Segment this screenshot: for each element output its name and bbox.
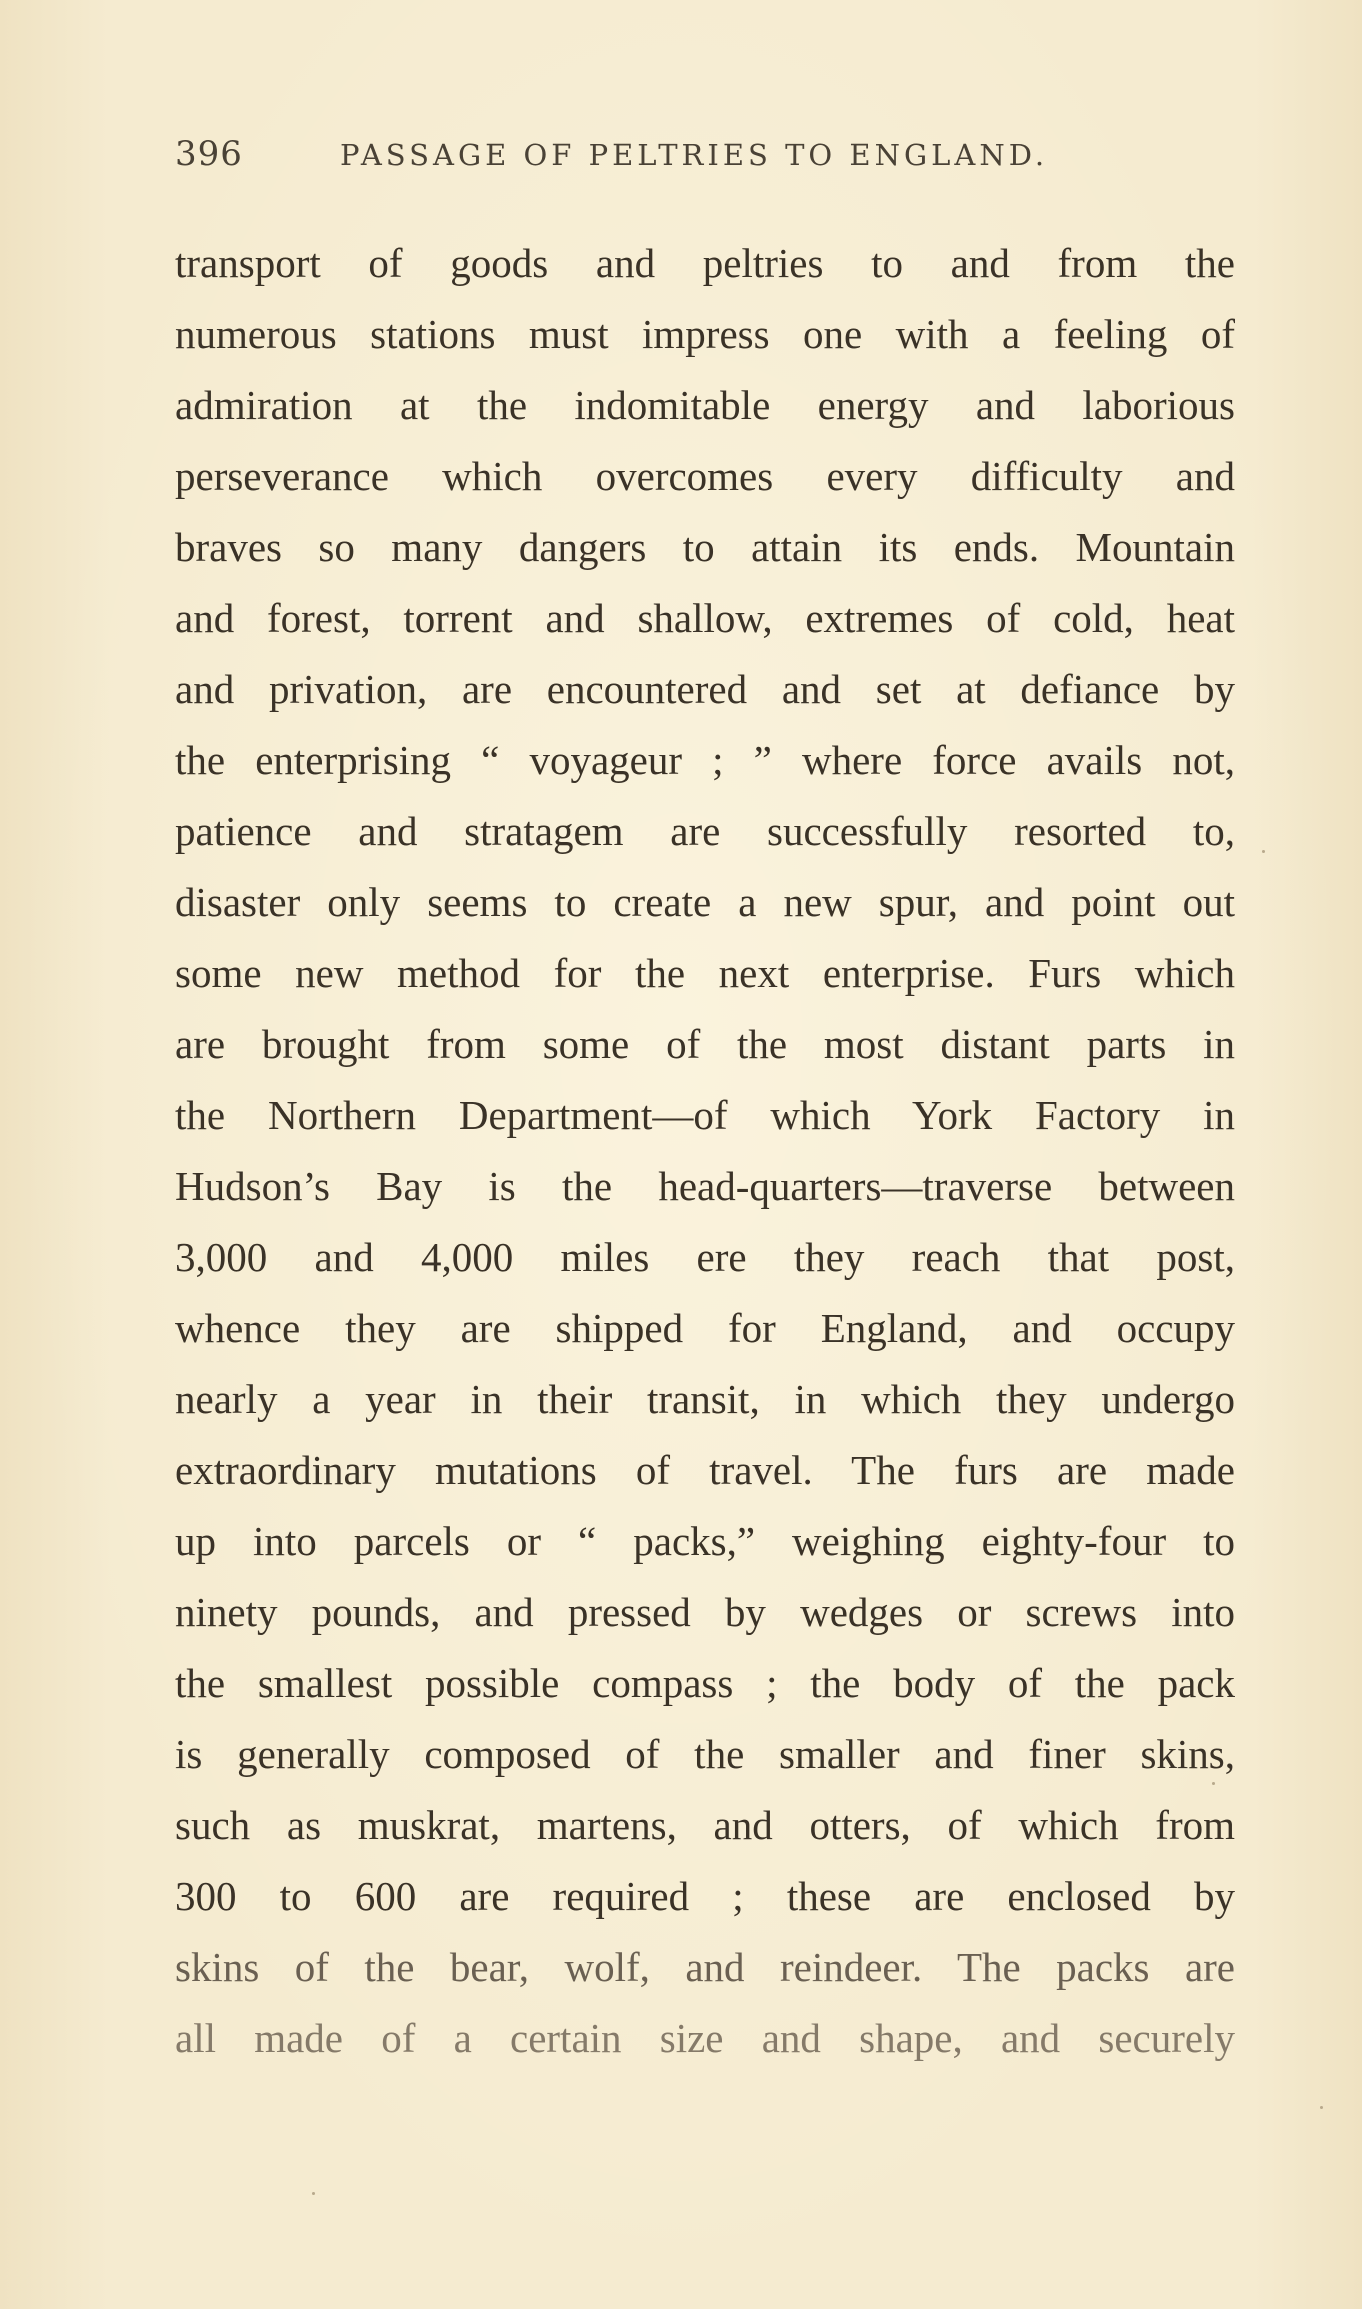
text-line: 300 to 600 are required ; these are enclosed by xyxy=(175,1873,1235,1919)
text-line: nearly a year in their transit, in which they undergo xyxy=(175,1376,1235,1422)
text-line: numerous stations must impress one with a feeling of xyxy=(175,311,1235,357)
text-line: the Northern Department—of which York Factory in xyxy=(175,1092,1235,1138)
text-line: up into parcels or “ packs,” weighing eighty-four to xyxy=(175,1518,1235,1564)
text-line: all made of a certain size and shape, and securely xyxy=(175,2015,1235,2061)
text-line: are brought from some of the most distant parts in xyxy=(175,1021,1235,1067)
text-line: whence they are shipped for England, and occupy xyxy=(175,1305,1235,1351)
text-line: admiration at the indomitable energy and laborious xyxy=(175,382,1235,428)
paper-speck xyxy=(1320,2106,1323,2109)
text-line: skins of the bear, wolf, and reindeer. The packs are xyxy=(175,1944,1235,1990)
text-line: extraordinary mutations of travel. The furs are made xyxy=(175,1447,1235,1493)
text-line: 3,000 and 4,000 miles ere they reach that post, xyxy=(175,1234,1235,1280)
text-line: perseverance which overcomes every difficulty and xyxy=(175,453,1235,499)
text-line: Hudson’s Bay is the head-quarters—traverse between xyxy=(175,1163,1235,1209)
text-line: braves so many dangers to attain its ends. Mountain xyxy=(175,524,1235,570)
body-text xyxy=(175,228,1235,2074)
paper-speck xyxy=(1212,1782,1215,1785)
text-line: disaster only seems to create a new spur, and point out xyxy=(175,879,1235,925)
text-line: the enterprising “ voyageur ; ” where force avails not, xyxy=(175,737,1235,783)
text-line: is generally composed of the smaller and finer skins, xyxy=(175,1731,1235,1777)
paper-speck xyxy=(312,2192,315,2195)
running-title: PASSAGE OF PELTRIES TO ENGLAND. xyxy=(340,138,1049,172)
text-line: and forest, torrent and shallow, extremes of cold, heat xyxy=(175,595,1235,641)
text-line: patience and stratagem are successfully resorted to, xyxy=(175,808,1235,854)
text-line: the smallest possible compass ; the body of the pack xyxy=(175,1660,1235,1706)
text-line: transport of goods and peltries to and from the xyxy=(175,240,1235,286)
running-head xyxy=(175,134,1235,184)
text-line: some new method for the next enterprise. Furs which xyxy=(175,950,1235,996)
page-number: 396 xyxy=(175,134,243,174)
text-line: such as muskrat, martens, and otters, of which from xyxy=(175,1802,1235,1848)
text-line: ninety pounds, and pressed by wedges or screws into xyxy=(175,1589,1235,1635)
text-line: and privation, are encountered and set at defiance by xyxy=(175,666,1235,712)
paper-speck xyxy=(1262,850,1265,853)
